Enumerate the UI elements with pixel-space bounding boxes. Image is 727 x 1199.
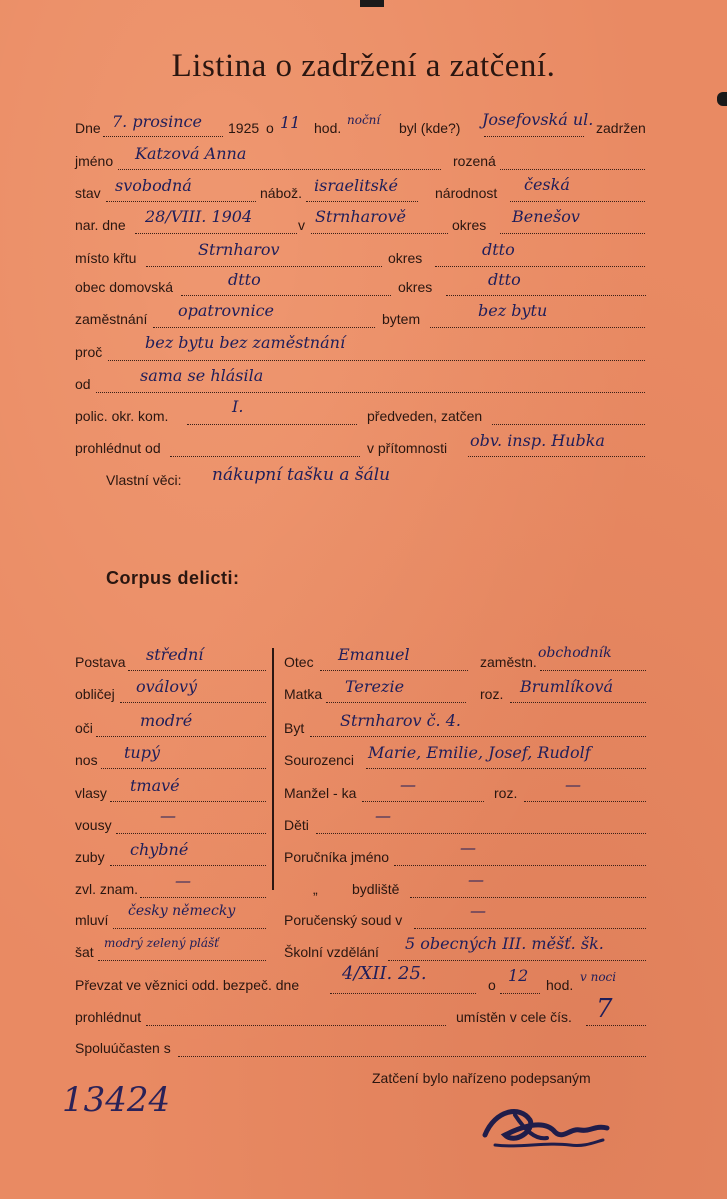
record-number: 13424: [62, 1080, 171, 1120]
dotted-line: [316, 833, 646, 834]
label-byl: byl (kde?): [399, 120, 461, 136]
value-postava: střední: [146, 645, 204, 664]
dotted-line: [414, 928, 646, 929]
value-sourozenci: Marie, Emilie, Josef, Rudolf: [368, 743, 591, 762]
dotted-line: [500, 169, 645, 170]
dotted-line: [394, 865, 646, 866]
value-zamestn: obchodník: [538, 645, 612, 661]
dotted-line: [153, 327, 375, 328]
label-porucensky-soud: Poručenský soud v: [284, 912, 403, 928]
dotted-line: [435, 266, 645, 267]
label-nos: nos: [75, 752, 98, 768]
dotted-line: [110, 865, 266, 866]
value-cela: 7: [596, 994, 613, 1024]
dotted-line: [187, 424, 357, 425]
label-rozena: rozená: [453, 153, 496, 169]
label-okres: okres: [452, 217, 487, 233]
value-prevzat: 4/XII. 25.: [342, 963, 427, 984]
value-hod: 12: [508, 966, 529, 985]
dotted-line: [146, 266, 382, 267]
dotted-line: [500, 233, 645, 234]
label-skolni-vzdelani: Školní vzdělání: [284, 944, 379, 960]
value-sat: modrý zelený plášť: [104, 936, 219, 950]
value-zamestnani: opatrovnice: [178, 301, 275, 320]
dotted-line: [181, 295, 391, 296]
label-bytem: bytem: [382, 311, 421, 327]
label-naboz: nábož.: [260, 185, 303, 201]
label-proc: proč: [75, 344, 103, 360]
dotted-line: [468, 456, 645, 457]
edge-notch: [717, 92, 727, 106]
label-umisten: umístěn v cele čís.: [456, 1009, 572, 1025]
dotted-line: [446, 295, 646, 296]
edge-mark: [360, 0, 384, 7]
value-v: Strnharově: [315, 207, 406, 226]
label-okres: okres: [388, 250, 423, 266]
dotted-line: [306, 201, 418, 202]
value-byt: Strnharov č. 4.: [340, 711, 461, 730]
label-prohlednut: prohlédnut: [75, 1009, 142, 1025]
dotted-line: [116, 833, 266, 834]
dotted-line: [410, 897, 646, 898]
label-spoluucasten: Spoluúčasten s: [75, 1040, 171, 1056]
label-sourozenci: Sourozenci: [284, 752, 355, 768]
label-okres: okres: [398, 279, 433, 295]
label-year: 1925: [228, 120, 260, 136]
value-pritomnosti: obv. insp. Hubka: [470, 431, 605, 450]
label-roz2: roz.: [494, 785, 518, 801]
label-prohlednut-od: prohlédnut od: [75, 440, 161, 456]
dotted-line: [110, 801, 266, 802]
dotted-line: [310, 736, 646, 737]
value-narodnost: česká: [524, 175, 570, 194]
label-dne: Dne: [75, 120, 101, 136]
label-matka: Matka: [284, 686, 323, 702]
dotted-line: [178, 1056, 646, 1057]
dotted-line: [492, 424, 645, 425]
label-zamestn: zaměstn.: [480, 654, 537, 670]
dotted-line: [146, 1025, 446, 1026]
value-okres: Benešov: [512, 207, 580, 226]
dotted-line: [96, 392, 645, 393]
label-ditto-mark: „: [313, 881, 318, 897]
value-oblicej: oválový: [136, 677, 198, 696]
label-prevzat: Převzat ve věznici odd. bezpeč. dne: [75, 977, 300, 993]
label-misto: místo křtu: [75, 250, 137, 266]
label-porucnik: Poručníka jméno: [284, 849, 390, 865]
value-oci: modré: [140, 711, 193, 730]
dotted-line: [98, 960, 266, 961]
label-vlasy: vlasy: [75, 785, 107, 801]
dotted-line: [106, 201, 256, 202]
label-sat: šat: [75, 944, 94, 960]
value-nos: tupý: [124, 743, 161, 762]
dotted-line: [540, 670, 646, 671]
label-roz: roz.: [480, 686, 504, 702]
value-zvl-znam: —: [175, 871, 191, 890]
label-o2: o: [488, 977, 496, 993]
value-hour: 11: [280, 113, 301, 132]
dotted-line: [510, 702, 646, 703]
label-zatceni-narizeno: Zatčení bylo nařízeno podepsaným: [372, 1070, 591, 1086]
dotted-line: [330, 993, 476, 994]
value-noc: noční: [347, 113, 381, 127]
dotted-line: [140, 897, 266, 898]
value-porucensky-soud: —: [470, 901, 486, 920]
label-zuby: zuby: [75, 849, 105, 865]
dotted-line: [484, 136, 584, 137]
label-postava: Postava: [75, 654, 126, 670]
value-roz2: —: [565, 775, 581, 794]
dotted-line: [524, 801, 646, 802]
dotted-line: [320, 670, 468, 671]
dotted-line: [500, 993, 540, 994]
dotted-line: [96, 736, 266, 737]
dotted-line: [118, 169, 441, 170]
label-oci: oči: [75, 720, 93, 736]
dotted-line: [113, 928, 266, 929]
value-od: sama se hlásila: [140, 366, 264, 385]
label-nar: nar. dne: [75, 217, 126, 233]
value-dne: 7. prosince: [112, 112, 202, 131]
dotted-line: [430, 327, 645, 328]
value-vousy: —: [160, 806, 176, 825]
dotted-line: [128, 670, 266, 671]
dotted-line: [135, 233, 297, 234]
label-hod2: hod.: [546, 977, 574, 993]
dotted-line: [108, 360, 645, 361]
label-hod: hod.: [314, 120, 342, 136]
value-misto: Strnharov: [198, 240, 280, 259]
section-corpus-delicti: Corpus delicti:: [106, 568, 240, 588]
value-zuby: chybné: [130, 840, 189, 859]
label-mluvi: mluví: [75, 912, 109, 928]
value-polic: I.: [232, 397, 244, 416]
dotted-line: [101, 768, 266, 769]
label-manzel: Manžel - ka: [284, 785, 357, 801]
label-jmeno: jméno: [75, 153, 114, 169]
label-polic: polic. okr. kom.: [75, 408, 169, 424]
document-title: Listina o zadržení a zatčení.: [171, 48, 556, 84]
value-otec: Emanuel: [338, 645, 410, 664]
dotted-line: [170, 456, 360, 457]
value-matka: Terezie: [345, 677, 405, 696]
value-kde: Josefovská ul.: [482, 110, 594, 129]
value-deti: —: [375, 806, 391, 825]
value-mluvi: česky německy: [128, 903, 236, 919]
value-noc2: v noci: [580, 970, 617, 984]
label-od: od: [75, 376, 91, 392]
label-deti: Děti: [284, 817, 309, 833]
value-skolni-vzdelani: 5 obecných III. měšť. šk.: [405, 934, 604, 953]
value-proc: bez bytu bez zaměstnání: [145, 333, 346, 352]
dotted-line: [120, 702, 266, 703]
value-naboz: israelitské: [314, 176, 399, 195]
value-okres: dtto: [482, 240, 515, 259]
label-v: v: [298, 217, 305, 233]
dotted-line: [326, 702, 466, 703]
value-okres: dtto: [488, 270, 521, 289]
dotted-line: [586, 1025, 646, 1026]
label-o: o: [266, 120, 274, 136]
value-bytem: bez bytu: [478, 301, 548, 320]
label-zvl-znam: zvl. znam.: [75, 881, 139, 897]
value-veci: nákupní tašku a šálu: [212, 465, 391, 485]
label-oblicej: obličej: [75, 686, 115, 702]
label-bydliste: bydliště: [352, 881, 400, 897]
dotted-line: [103, 136, 223, 137]
label-zadrzen: zadržen: [596, 120, 646, 136]
value-bydliste: —: [468, 870, 484, 889]
dotted-line: [388, 960, 646, 961]
value-roz: Brumlíková: [520, 677, 614, 696]
dotted-line: [510, 201, 645, 202]
label-otec: Otec: [284, 654, 314, 670]
value-obec: dtto: [228, 270, 261, 289]
value-manzel: —: [400, 775, 416, 794]
label-obec: obec domovská: [75, 279, 174, 295]
dotted-line: [362, 801, 484, 802]
column-divider: [272, 648, 274, 890]
label-veci: Vlastní věci:: [106, 472, 182, 488]
label-predveden: předveden, zatčen: [367, 408, 483, 424]
value-porucnik: —: [460, 838, 476, 857]
signature-scribble: [475, 1090, 615, 1160]
label-zamestnani: zaměstnání: [75, 311, 148, 327]
label-pritomnosti: v přítomnosti: [367, 440, 448, 456]
label-vousy: vousy: [75, 817, 112, 833]
dotted-line: [366, 768, 646, 769]
value-vlasy: tmavé: [130, 776, 180, 795]
value-jmeno: Katzová Anna: [135, 144, 247, 163]
label-byt: Byt: [284, 720, 305, 736]
dotted-line: [311, 233, 448, 234]
value-nar: 28/VIII. 1904: [145, 207, 253, 226]
label-narodnost: národnost: [435, 185, 498, 201]
label-stav: stav: [75, 185, 101, 201]
value-stav: svobodná: [115, 176, 192, 195]
